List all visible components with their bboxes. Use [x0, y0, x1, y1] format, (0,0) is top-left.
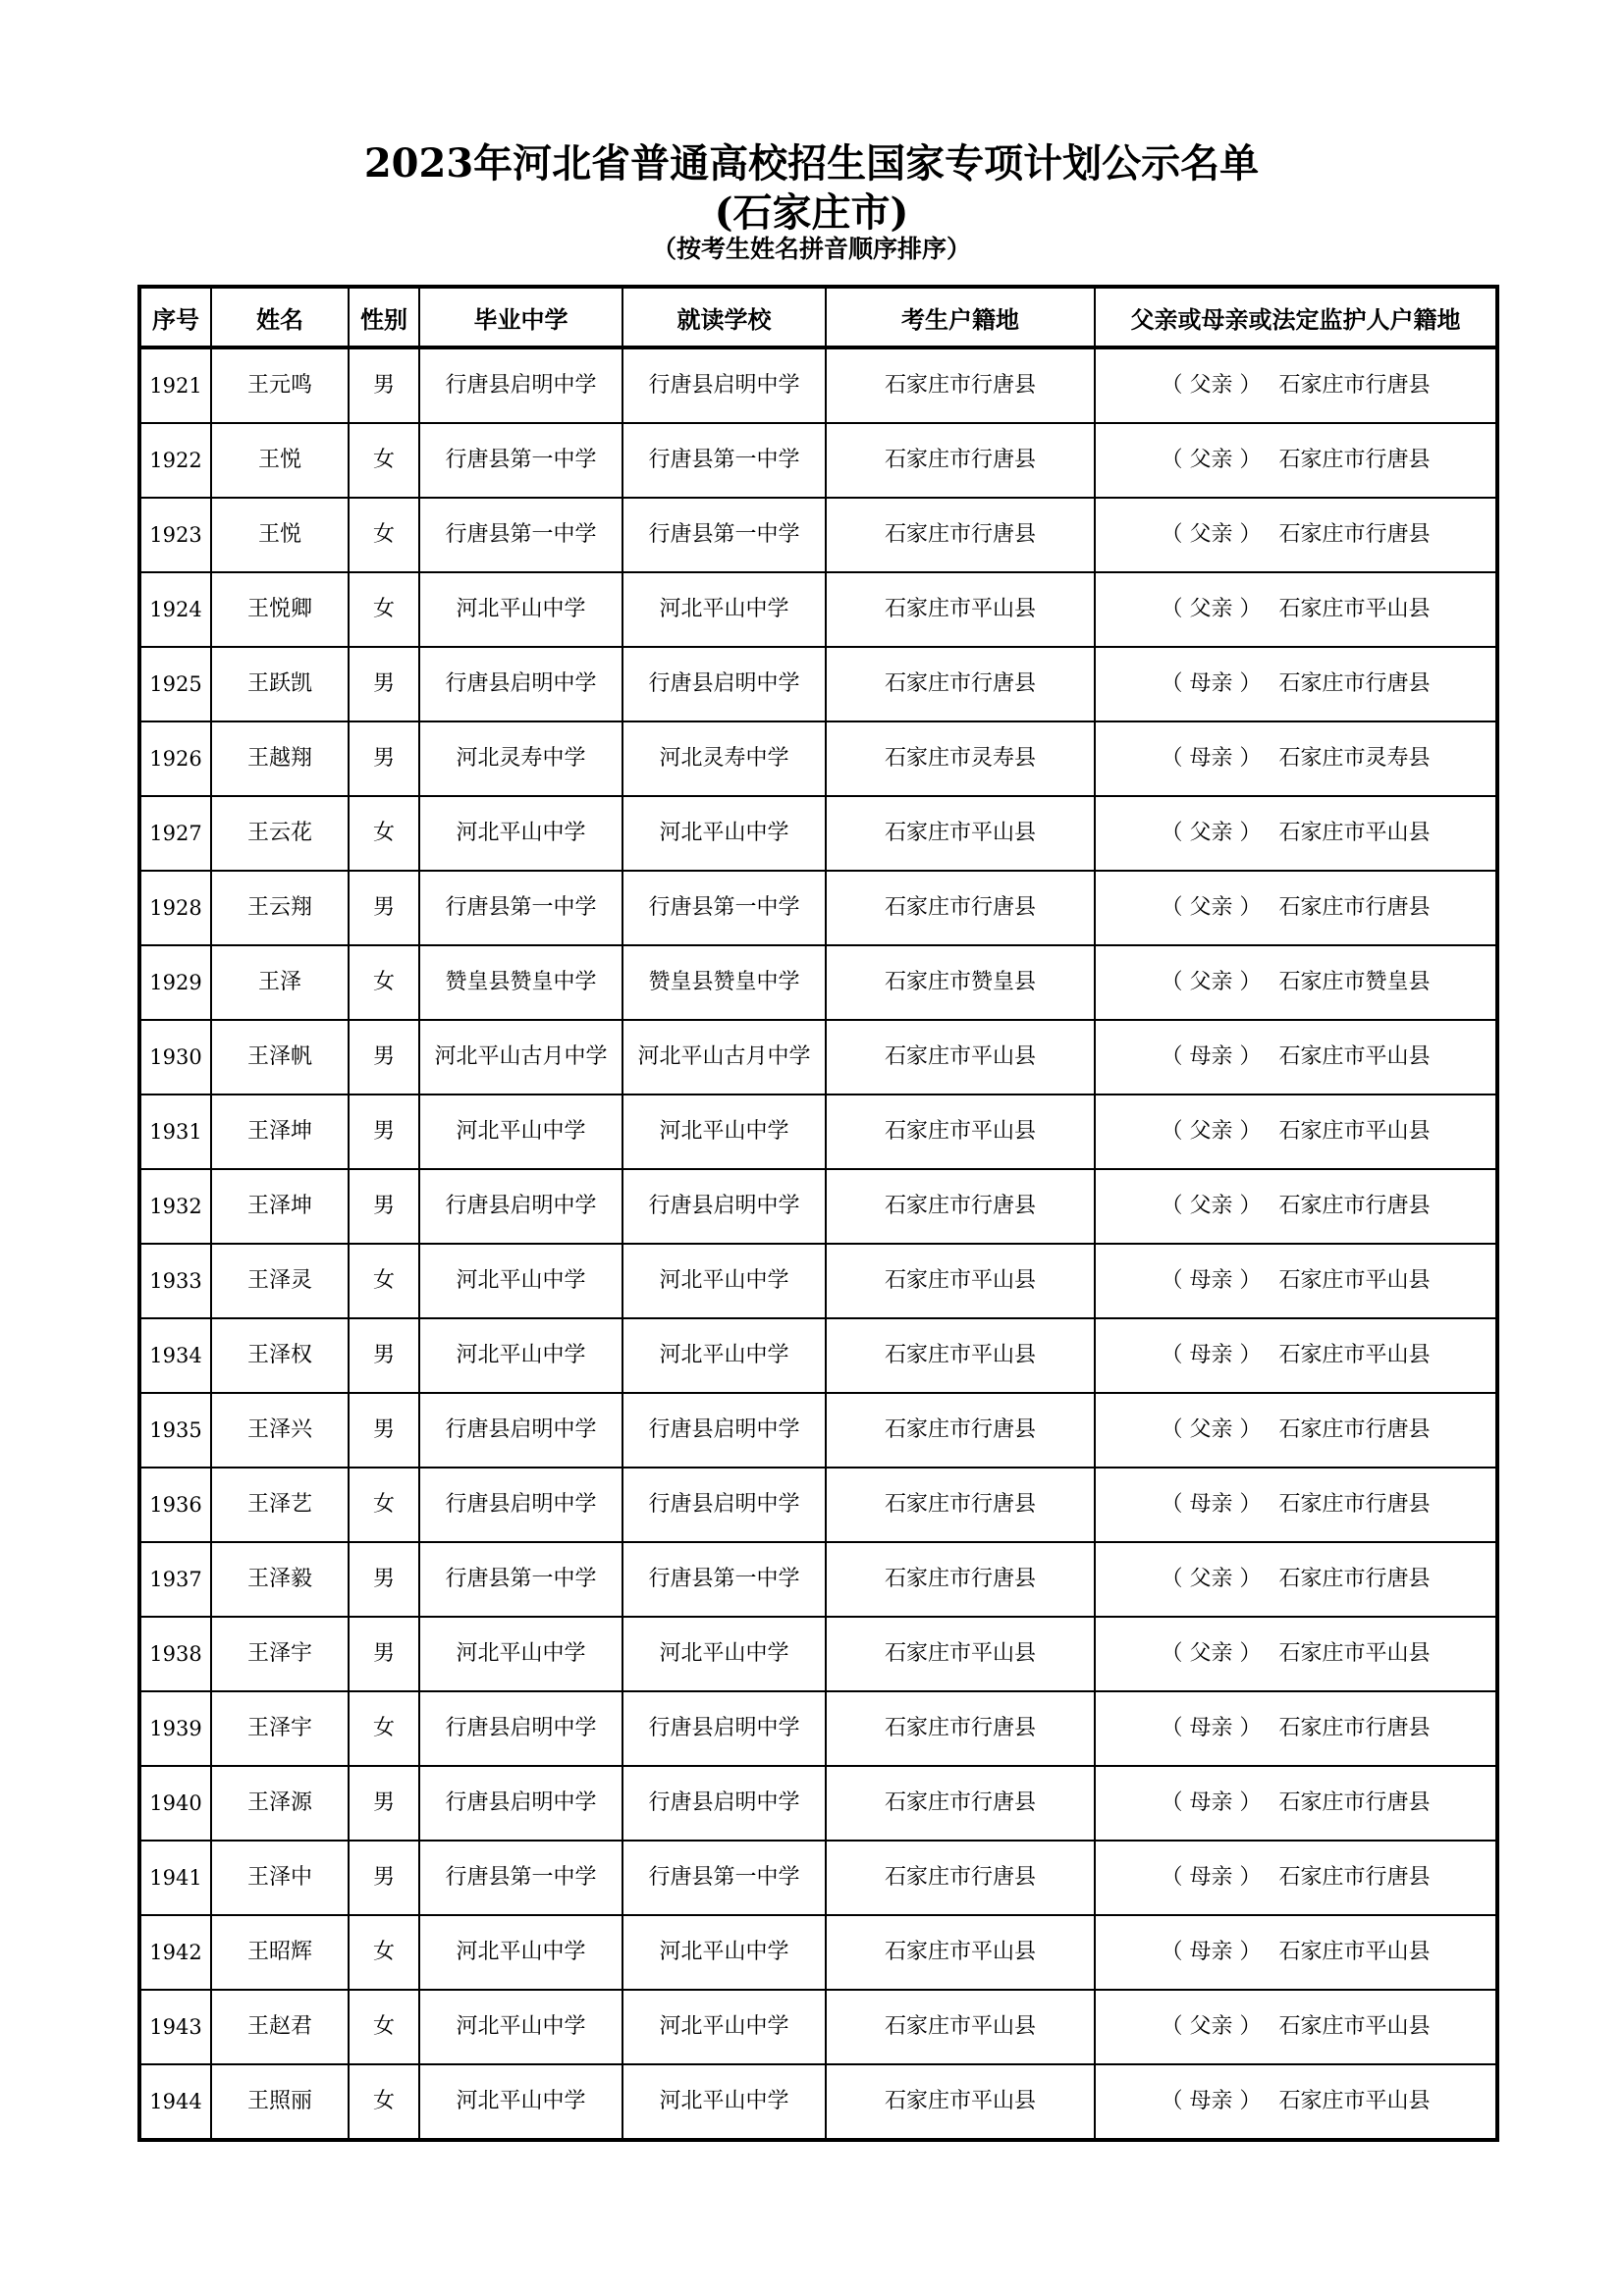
cell-household-registration: 石家庄市平山县 — [826, 1020, 1095, 1095]
guardian-place: 石家庄市行唐县 — [1278, 448, 1431, 472]
cell-sex: 女 — [349, 1244, 419, 1318]
cell-graduated-school: 行唐县启明中学 — [419, 1468, 622, 1542]
table-row — [139, 1393, 1497, 1468]
cell-graduated-school: 行唐县第一中学 — [419, 423, 622, 498]
cell-graduated-school: 河北平山中学 — [419, 1244, 622, 1318]
guardian-place: 石家庄市行唐县 — [1278, 1716, 1431, 1740]
cell-index: 1930 — [139, 1020, 211, 1095]
table-row — [139, 1841, 1497, 1915]
cell-index: 1921 — [139, 347, 211, 423]
guardian-relation: （ 父亲 ） — [1161, 1119, 1262, 1144]
cell-current-school: 行唐县启明中学 — [622, 647, 826, 721]
cell-name: 王云翔 — [211, 871, 349, 945]
cell-index: 1922 — [139, 423, 211, 498]
guardian-place: 石家庄市行唐县 — [1278, 373, 1431, 398]
cell-guardian-registration — [1095, 1169, 1497, 1244]
cell-current-school: 河北平山中学 — [622, 796, 826, 871]
cell-graduated-school: 河北平山中学 — [419, 1095, 622, 1169]
cell-graduated-school: 行唐县启明中学 — [419, 1766, 622, 1841]
cell-sex: 女 — [349, 1468, 419, 1542]
cell-household-registration: 石家庄市行唐县 — [826, 1841, 1095, 1915]
cell-sex: 男 — [349, 1542, 419, 1617]
cell-name: 王昭辉 — [211, 1915, 349, 1990]
cell-guardian-registration — [1095, 423, 1497, 498]
cell-sex: 女 — [349, 1915, 419, 1990]
cell-guardian-registration — [1095, 1617, 1497, 1691]
table-row — [139, 945, 1497, 1020]
cell-graduated-school: 河北平山中学 — [419, 1318, 622, 1393]
cell-graduated-school: 河北平山中学 — [419, 796, 622, 871]
cell-index: 1942 — [139, 1915, 211, 1990]
cell-household-registration: 石家庄市行唐县 — [826, 1468, 1095, 1542]
cell-sex: 男 — [349, 647, 419, 721]
cell-index: 1932 — [139, 1169, 211, 1244]
guardian-relation: （ 母亲 ） — [1161, 1492, 1262, 1517]
cell-guardian-registration — [1095, 945, 1497, 1020]
guardian-relation: （ 父亲 ） — [1161, 1641, 1262, 1666]
cell-household-registration: 石家庄市赞皇县 — [826, 945, 1095, 1020]
cell-name: 王云花 — [211, 796, 349, 871]
guardian-relation: （ 父亲 ） — [1161, 970, 1262, 994]
table-row — [139, 1169, 1497, 1244]
cell-graduated-school: 行唐县第一中学 — [419, 1542, 622, 1617]
guardian-place: 石家庄市平山县 — [1278, 1044, 1431, 1069]
cell-index: 1925 — [139, 647, 211, 721]
guardian-place: 石家庄市平山县 — [1278, 1343, 1431, 1367]
header-guardian-registration: 父亲或母亲或法定监护人户籍地 — [1095, 287, 1497, 347]
table-row — [139, 871, 1497, 945]
page-title: 2023年河北省普通高校招生国家专项计划公示名单 — [363, 140, 1260, 187]
page-subtitle: (石家庄市) — [714, 189, 909, 236]
cell-graduated-school: 河北平山古月中学 — [419, 1020, 622, 1095]
cell-household-registration: 石家庄市灵寿县 — [826, 721, 1095, 796]
guardian-relation: （ 母亲 ） — [1161, 1716, 1262, 1740]
cell-name: 王泽帆 — [211, 1020, 349, 1095]
cell-name: 王悦 — [211, 423, 349, 498]
cell-current-school: 行唐县启明中学 — [622, 1169, 826, 1244]
cell-guardian-registration — [1095, 1542, 1497, 1617]
cell-name: 王泽毅 — [211, 1542, 349, 1617]
cell-index: 1941 — [139, 1841, 211, 1915]
cell-current-school: 河北平山中学 — [622, 1095, 826, 1169]
guardian-place: 石家庄市平山县 — [1278, 1119, 1431, 1144]
cell-graduated-school: 行唐县启明中学 — [419, 1169, 622, 1244]
guardian-relation: （ 父亲 ） — [1161, 522, 1262, 547]
cell-index: 1938 — [139, 1617, 211, 1691]
cell-name: 王照丽 — [211, 2064, 349, 2140]
cell-current-school: 行唐县第一中学 — [622, 1542, 826, 1617]
cell-name: 王泽源 — [211, 1766, 349, 1841]
cell-name: 王泽权 — [211, 1318, 349, 1393]
cell-index: 1939 — [139, 1691, 211, 1766]
cell-household-registration: 石家庄市行唐县 — [826, 1691, 1095, 1766]
cell-current-school: 行唐县启明中学 — [622, 1468, 826, 1542]
cell-guardian-registration — [1095, 1393, 1497, 1468]
cell-sex: 女 — [349, 1691, 419, 1766]
guardian-relation: （ 父亲 ） — [1161, 895, 1262, 920]
guardian-relation: （ 母亲 ） — [1161, 1865, 1262, 1890]
cell-guardian-registration — [1095, 498, 1497, 572]
cell-name: 王泽灵 — [211, 1244, 349, 1318]
cell-household-registration: 石家庄市行唐县 — [826, 1393, 1095, 1468]
cell-graduated-school: 行唐县第一中学 — [419, 871, 622, 945]
cell-index: 1933 — [139, 1244, 211, 1318]
cell-current-school: 行唐县第一中学 — [622, 871, 826, 945]
cell-household-registration: 石家庄市行唐县 — [826, 1542, 1095, 1617]
cell-graduated-school: 行唐县启明中学 — [419, 1691, 622, 1766]
cell-current-school: 河北平山古月中学 — [622, 1020, 826, 1095]
cell-household-registration: 石家庄市平山县 — [826, 1244, 1095, 1318]
cell-guardian-registration — [1095, 1766, 1497, 1841]
table-row — [139, 1095, 1497, 1169]
guardian-place: 石家庄市行唐县 — [1278, 1567, 1431, 1591]
table-row — [139, 647, 1497, 721]
cell-guardian-registration — [1095, 2064, 1497, 2140]
cell-guardian-registration — [1095, 347, 1497, 423]
table-row — [139, 2064, 1497, 2140]
header-index: 序号 — [139, 287, 211, 347]
cell-current-school: 行唐县启明中学 — [622, 347, 826, 423]
cell-household-registration: 石家庄市平山县 — [826, 1915, 1095, 1990]
cell-current-school: 河北灵寿中学 — [622, 721, 826, 796]
table-row — [139, 1020, 1497, 1095]
cell-sex: 男 — [349, 1393, 419, 1468]
cell-household-registration: 石家庄市行唐县 — [826, 423, 1095, 498]
cell-current-school: 河北平山中学 — [622, 1915, 826, 1990]
guardian-relation: （ 父亲 ） — [1161, 1567, 1262, 1591]
cell-graduated-school: 赞皇县赞皇中学 — [419, 945, 622, 1020]
guardian-place: 石家庄市行唐县 — [1278, 1492, 1431, 1517]
cell-household-registration: 石家庄市行唐县 — [826, 1169, 1095, 1244]
cell-current-school: 河北平山中学 — [622, 1244, 826, 1318]
guardian-place: 石家庄市行唐县 — [1278, 895, 1431, 920]
guardian-relation: （ 母亲 ） — [1161, 1940, 1262, 1964]
cell-household-registration: 石家庄市行唐县 — [826, 498, 1095, 572]
cell-graduated-school: 行唐县启明中学 — [419, 647, 622, 721]
cell-graduated-school: 河北平山中学 — [419, 1915, 622, 1990]
cell-index: 1927 — [139, 796, 211, 871]
guardian-relation: （ 父亲 ） — [1161, 597, 1262, 621]
cell-name: 王元鸣 — [211, 347, 349, 423]
guardian-relation: （ 父亲 ） — [1161, 373, 1262, 398]
cell-current-school: 河北平山中学 — [622, 1617, 826, 1691]
cell-guardian-registration — [1095, 1244, 1497, 1318]
cell-household-registration: 石家庄市行唐县 — [826, 871, 1095, 945]
cell-current-school: 河北平山中学 — [622, 2064, 826, 2140]
cell-name: 王泽兴 — [211, 1393, 349, 1468]
header-household-registration: 考生户籍地 — [826, 287, 1095, 347]
guardian-relation: （ 母亲 ） — [1161, 1044, 1262, 1069]
cell-guardian-registration — [1095, 1841, 1497, 1915]
cell-index: 1937 — [139, 1542, 211, 1617]
cell-sex: 男 — [349, 347, 419, 423]
guardian-relation: （ 母亲 ） — [1161, 2089, 1262, 2113]
cell-graduated-school: 河北平山中学 — [419, 1990, 622, 2064]
cell-current-school: 赞皇县赞皇中学 — [622, 945, 826, 1020]
cell-household-registration: 石家庄市行唐县 — [826, 647, 1095, 721]
cell-index: 1924 — [139, 572, 211, 647]
cell-guardian-registration — [1095, 1691, 1497, 1766]
guardian-relation: （ 父亲 ） — [1161, 448, 1262, 472]
cell-household-registration: 石家庄市行唐县 — [826, 347, 1095, 423]
cell-current-school: 行唐县启明中学 — [622, 1766, 826, 1841]
guardian-place: 石家庄市平山县 — [1278, 2089, 1431, 2113]
cell-name: 王泽宇 — [211, 1691, 349, 1766]
cell-name: 王泽 — [211, 945, 349, 1020]
table-row — [139, 347, 1497, 423]
cell-household-registration: 石家庄市平山县 — [826, 1617, 1095, 1691]
cell-guardian-registration — [1095, 796, 1497, 871]
cell-name: 王泽中 — [211, 1841, 349, 1915]
guardian-relation: （ 母亲 ） — [1161, 746, 1262, 771]
header-graduated-school: 毕业中学 — [419, 287, 622, 347]
table-row — [139, 1915, 1497, 1990]
cell-current-school: 行唐县第一中学 — [622, 498, 826, 572]
guardian-place: 石家庄市平山县 — [1278, 821, 1431, 845]
table-row — [139, 1766, 1497, 1841]
cell-household-registration: 石家庄市平山县 — [826, 1318, 1095, 1393]
cell-guardian-registration — [1095, 572, 1497, 647]
cell-sex: 男 — [349, 1020, 419, 1095]
cell-index: 1931 — [139, 1095, 211, 1169]
cell-household-registration: 石家庄市行唐县 — [826, 1766, 1095, 1841]
cell-graduated-school: 河北平山中学 — [419, 1617, 622, 1691]
cell-sex: 女 — [349, 498, 419, 572]
cell-sex: 女 — [349, 1990, 419, 2064]
cell-index: 1923 — [139, 498, 211, 572]
header-sex: 性别 — [349, 287, 419, 347]
guardian-place: 石家庄市赞皇县 — [1278, 970, 1431, 994]
cell-name: 王悦 — [211, 498, 349, 572]
cell-sex: 女 — [349, 796, 419, 871]
guardian-relation: （ 母亲 ） — [1161, 1343, 1262, 1367]
cell-current-school: 河北平山中学 — [622, 572, 826, 647]
table-row — [139, 1244, 1497, 1318]
cell-sex: 男 — [349, 1766, 419, 1841]
guardian-relation: （ 父亲 ） — [1161, 1417, 1262, 1442]
guardian-place: 石家庄市平山县 — [1278, 1641, 1431, 1666]
cell-name: 王泽坤 — [211, 1169, 349, 1244]
cell-index: 1935 — [139, 1393, 211, 1468]
cell-graduated-school: 行唐县第一中学 — [419, 1841, 622, 1915]
guardian-place: 石家庄市行唐县 — [1278, 671, 1431, 696]
table-row — [139, 1990, 1497, 2064]
table-row — [139, 1318, 1497, 1393]
guardian-place: 石家庄市行唐县 — [1278, 1417, 1431, 1442]
cell-sex: 女 — [349, 945, 419, 1020]
cell-name: 王越翔 — [211, 721, 349, 796]
cell-guardian-registration — [1095, 1990, 1497, 2064]
cell-graduated-school: 河北平山中学 — [419, 572, 622, 647]
cell-current-school: 行唐县启明中学 — [622, 1393, 826, 1468]
cell-index: 1940 — [139, 1766, 211, 1841]
cell-household-registration: 石家庄市平山县 — [826, 1095, 1095, 1169]
cell-sex: 女 — [349, 572, 419, 647]
cell-graduated-school: 行唐县启明中学 — [419, 347, 622, 423]
guardian-place: 石家庄市行唐县 — [1278, 1790, 1431, 1815]
cell-household-registration: 石家庄市平山县 — [826, 572, 1095, 647]
cell-name: 王泽坤 — [211, 1095, 349, 1169]
cell-index: 1936 — [139, 1468, 211, 1542]
guardian-relation: （ 父亲 ） — [1161, 821, 1262, 845]
cell-current-school: 行唐县第一中学 — [622, 423, 826, 498]
table-row — [139, 1542, 1497, 1617]
guardian-place: 石家庄市行唐县 — [1278, 1194, 1431, 1218]
cell-household-registration: 石家庄市平山县 — [826, 2064, 1095, 2140]
cell-index: 1929 — [139, 945, 211, 1020]
table-row — [139, 721, 1497, 796]
table-row — [139, 1691, 1497, 1766]
cell-guardian-registration — [1095, 721, 1497, 796]
guardian-place: 石家庄市行唐县 — [1278, 1865, 1431, 1890]
table-row — [139, 572, 1497, 647]
cell-index: 1944 — [139, 2064, 211, 2140]
guardian-relation: （ 母亲 ） — [1161, 1790, 1262, 1815]
cell-current-school: 行唐县启明中学 — [622, 1691, 826, 1766]
cell-index: 1926 — [139, 721, 211, 796]
guardian-place: 石家庄市灵寿县 — [1278, 746, 1431, 771]
cell-household-registration: 石家庄市平山县 — [826, 796, 1095, 871]
cell-sex: 男 — [349, 1318, 419, 1393]
sort-note: （按考生姓名拼音顺序排序） — [651, 235, 971, 263]
cell-household-registration: 石家庄市平山县 — [826, 1990, 1095, 2064]
cell-sex: 女 — [349, 423, 419, 498]
cell-graduated-school: 河北平山中学 — [419, 2064, 622, 2140]
cell-current-school: 河北平山中学 — [622, 1318, 826, 1393]
cell-index: 1928 — [139, 871, 211, 945]
table-header-row — [139, 287, 1497, 347]
cell-current-school: 行唐县第一中学 — [622, 1841, 826, 1915]
cell-name: 王泽宇 — [211, 1617, 349, 1691]
cell-sex: 男 — [349, 721, 419, 796]
cell-name: 王赵君 — [211, 1990, 349, 2064]
guardian-relation: （ 父亲 ） — [1161, 1194, 1262, 1218]
cell-sex: 男 — [349, 1841, 419, 1915]
cell-graduated-school: 行唐县第一中学 — [419, 498, 622, 572]
roster-table — [137, 285, 1499, 2142]
guardian-place: 石家庄市平山县 — [1278, 1940, 1431, 1964]
cell-sex: 男 — [349, 1095, 419, 1169]
guardian-place: 石家庄市平山县 — [1278, 597, 1431, 621]
cell-guardian-registration — [1095, 1915, 1497, 1990]
cell-name: 王泽艺 — [211, 1468, 349, 1542]
cell-index: 1934 — [139, 1318, 211, 1393]
cell-sex: 男 — [349, 1169, 419, 1244]
table-row — [139, 1617, 1497, 1691]
guardian-relation: （ 父亲 ） — [1161, 2014, 1262, 2039]
cell-sex: 男 — [349, 871, 419, 945]
cell-guardian-registration — [1095, 1020, 1497, 1095]
guardian-relation: （ 母亲 ） — [1161, 1268, 1262, 1293]
guardian-place: 石家庄市平山县 — [1278, 2014, 1431, 2039]
cell-guardian-registration — [1095, 1318, 1497, 1393]
cell-guardian-registration — [1095, 871, 1497, 945]
cell-graduated-school: 河北灵寿中学 — [419, 721, 622, 796]
table-row — [139, 423, 1497, 498]
cell-guardian-registration — [1095, 1095, 1497, 1169]
cell-current-school: 河北平山中学 — [622, 1990, 826, 2064]
header-current-school: 就读学校 — [622, 287, 826, 347]
header-name: 姓名 — [211, 287, 349, 347]
cell-guardian-registration — [1095, 1468, 1497, 1542]
cell-name: 王跃凯 — [211, 647, 349, 721]
table-row — [139, 498, 1497, 572]
guardian-relation: （ 母亲 ） — [1161, 671, 1262, 696]
guardian-place: 石家庄市平山县 — [1278, 1268, 1431, 1293]
cell-name: 王悦卿 — [211, 572, 349, 647]
cell-graduated-school: 行唐县启明中学 — [419, 1393, 622, 1468]
table-row — [139, 1468, 1497, 1542]
cell-guardian-registration — [1095, 647, 1497, 721]
cell-sex: 女 — [349, 2064, 419, 2140]
cell-sex: 男 — [349, 1617, 419, 1691]
guardian-place: 石家庄市行唐县 — [1278, 522, 1431, 547]
cell-index: 1943 — [139, 1990, 211, 2064]
table-row — [139, 796, 1497, 871]
